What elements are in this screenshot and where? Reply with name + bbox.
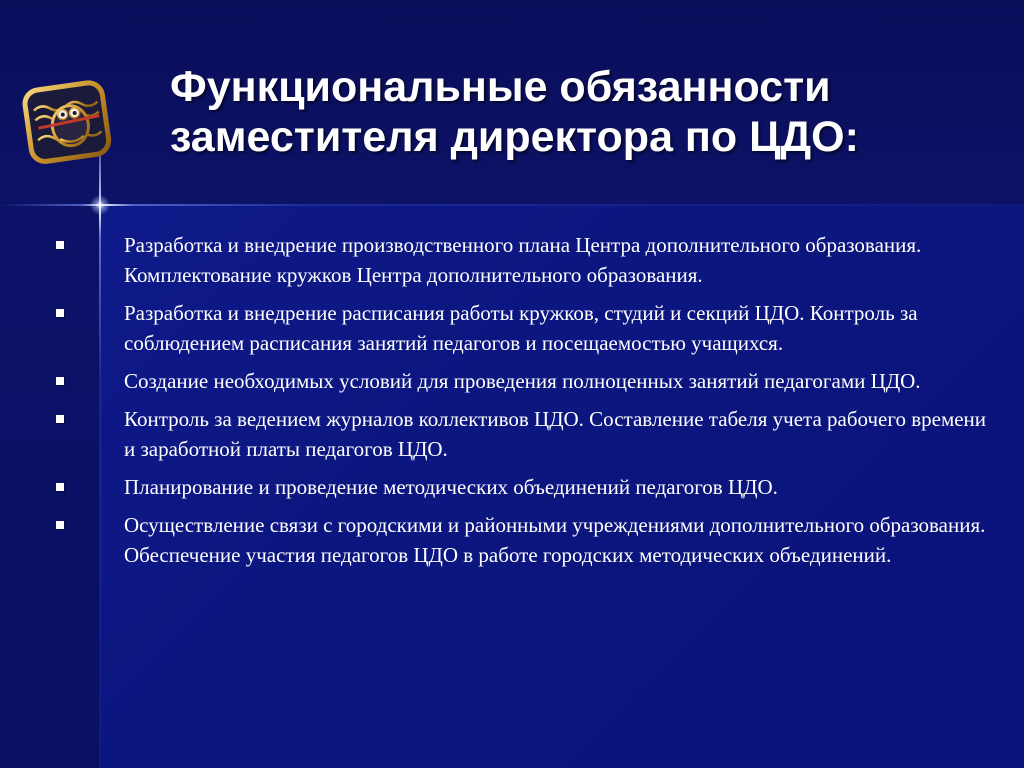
slide-title: Функциональные обязанности заместителя директора по ЦДО: (170, 63, 859, 161)
list-item-text: Осуществление связи с городскими и районными учреждениями дополнительного образования. Обеспечение участия педагогов ЦДО в работе городских методических объединений. (124, 513, 986, 567)
list-item (52, 404, 992, 464)
horizontal-divider (0, 204, 1024, 206)
bullet-marker (56, 241, 64, 249)
frog-emblem-icon (22, 80, 114, 166)
list-item-text: Разработка и внедрение расписания работы кружков, студий и секций ЦДО. Контроль за соблюдением расписания занятий педагогов и посещаемостью учащихся. (124, 301, 918, 355)
list-item (52, 230, 992, 290)
bullet-marker (56, 309, 64, 317)
list-item-text: Создание необходимых условий для проведения полноценных занятий педагогами ЦДО. (124, 369, 921, 393)
list-item (52, 472, 992, 502)
bullet-marker (56, 377, 64, 385)
list-item (52, 298, 992, 358)
sparkle-icon (88, 193, 112, 217)
list-item-text: Разработка и внедрение производственного плана Центра дополнительного образования. Комплектование кружков Центра дополнительного образования. (124, 233, 922, 287)
list-item-text: Контроль за ведением журналов коллективов ЦДО. Составление табеля учета рабочего времени и заработной платы педагогов ЦДО. (124, 407, 987, 461)
bullet-marker (56, 521, 64, 529)
list-item (52, 510, 992, 570)
list-item (52, 366, 992, 396)
bullet-list (52, 230, 992, 578)
bullet-marker (56, 483, 64, 491)
list-item-text: Планирование и проведение методических объединений педагогов ЦДО. (124, 475, 778, 499)
bullet-marker (56, 415, 64, 423)
